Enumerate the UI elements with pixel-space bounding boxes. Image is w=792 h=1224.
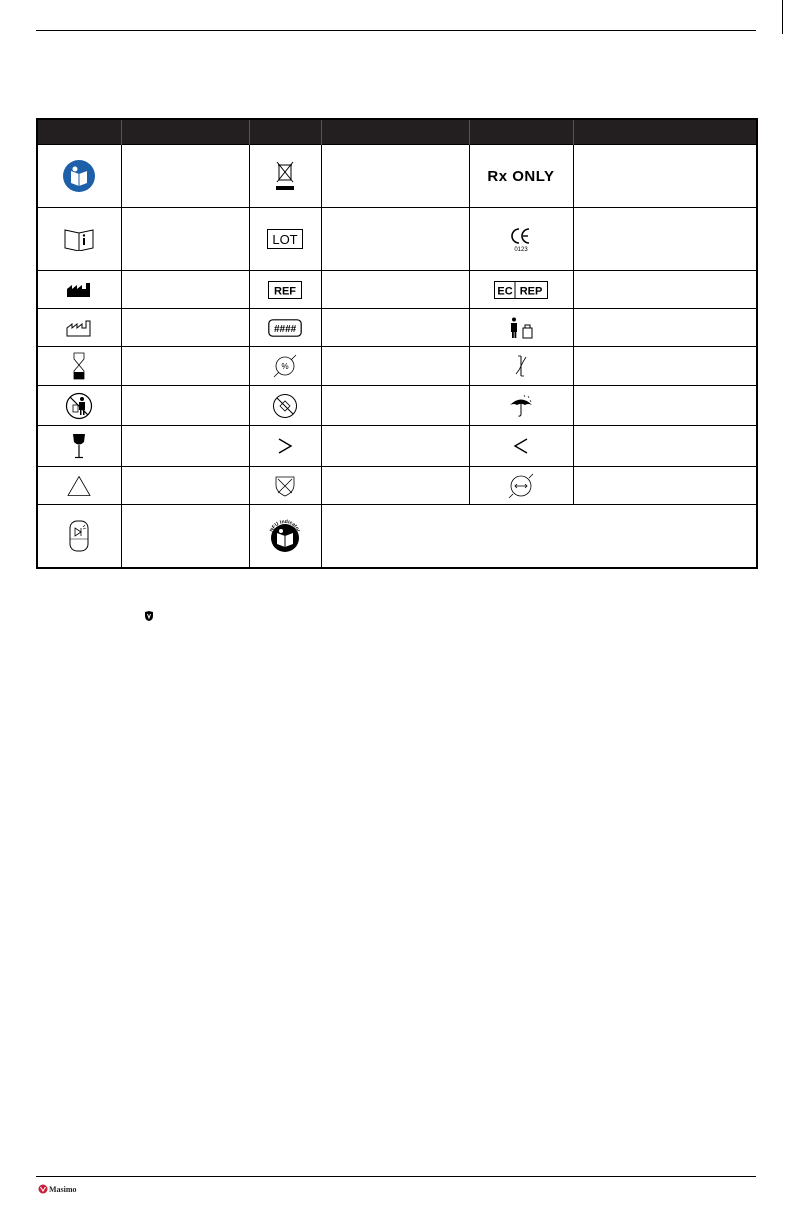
date-of-manufacture-icon [66, 319, 92, 337]
temperature-limitation-icon [514, 354, 528, 378]
description-cell [121, 505, 249, 568]
nfu-indicator-icon [265, 516, 305, 556]
table-row [37, 208, 757, 271]
table-row [37, 145, 757, 208]
ec-rep-icon [494, 281, 548, 299]
description-cell [121, 145, 249, 208]
description-cell [121, 347, 249, 386]
atmospheric-pressure-icon [507, 472, 535, 500]
symbol-cell [37, 347, 121, 386]
manufacturer-icon [66, 282, 92, 298]
use-by-hourglass-icon [72, 352, 86, 380]
symbol-cell [37, 309, 121, 347]
description-cell [321, 145, 469, 208]
lot-label: LOT [272, 232, 298, 248]
brand-logo [38, 1184, 77, 1194]
do-not-reuse-icon [65, 392, 93, 420]
description-cell [573, 467, 757, 505]
table-row [37, 426, 757, 467]
description-cell [573, 309, 757, 347]
symbol-cell [37, 208, 121, 271]
rep-label: REP [519, 285, 543, 298]
table-row [37, 386, 757, 426]
ce-mark-icon [507, 225, 535, 253]
table-header-row [37, 119, 757, 145]
symbol-cell [37, 145, 121, 208]
rx-only-icon: Rx ONLY [487, 167, 555, 185]
symbol-cell [249, 347, 321, 386]
fragile-icon [72, 433, 86, 459]
symbol-cell [469, 386, 573, 426]
caution-triangle-icon [67, 475, 91, 497]
symbol-cell [249, 309, 321, 347]
table-row [37, 271, 757, 309]
symbol-cell [249, 386, 321, 426]
description-cell [121, 271, 249, 309]
description-cell [121, 386, 249, 426]
symbols-table [36, 118, 758, 569]
header-cell-symbol-3 [469, 119, 573, 145]
not-made-with-latex-icon [273, 475, 297, 497]
table-row [37, 347, 757, 386]
description-cell [321, 309, 469, 347]
description-cell [573, 386, 757, 426]
symbol-cell [37, 467, 121, 505]
symbol-cell [37, 426, 121, 467]
description-cell [321, 426, 469, 467]
patient-weight-icon [508, 317, 534, 339]
symbol-cell [249, 208, 321, 271]
shield-glyph-icon [144, 610, 154, 622]
symbol-cell [469, 309, 573, 347]
symbol-cell [469, 208, 573, 271]
description-cell [573, 145, 757, 208]
description-cell [121, 426, 249, 467]
description-cell [321, 467, 469, 505]
brand-name: Masimo [49, 1184, 77, 1194]
description-cell [573, 347, 757, 386]
description-cell [573, 208, 757, 271]
model-number-icon [268, 319, 302, 337]
nfu-indicator-label: NFU Indicator [268, 519, 302, 534]
description-cell [121, 208, 249, 271]
header-cell-description-3 [573, 119, 757, 145]
header-cell-description-2 [321, 119, 469, 145]
consult-instructions-icon [63, 227, 95, 251]
symbol-cell [249, 426, 321, 467]
description-cell-wide [321, 505, 757, 568]
notified-body-number: 0123 [514, 247, 528, 254]
symbol-cell [469, 347, 573, 386]
symbol-cell [249, 271, 321, 309]
lot-icon [267, 229, 303, 249]
symbol-cell [469, 467, 573, 505]
symbol-cell [37, 505, 121, 568]
description-cell [321, 347, 469, 386]
sensor-led-icon [68, 519, 90, 553]
crop-mark [782, 0, 783, 34]
ref-label: REF [274, 285, 296, 298]
masimo-logo-icon [38, 1184, 48, 1194]
symbol-cell [469, 145, 573, 208]
header-cell-symbol-2 [249, 119, 321, 145]
symbol-cell [249, 145, 321, 208]
table-row [37, 505, 757, 568]
description-cell [573, 271, 757, 309]
follow-instructions-icon [62, 159, 96, 193]
table-row [37, 309, 757, 347]
symbol-cell [249, 505, 321, 568]
symbol-cell [37, 271, 121, 309]
not-sterile-icon [272, 393, 298, 419]
ec-label: EC [497, 285, 513, 298]
description-cell [321, 208, 469, 271]
humidity-label: % [281, 362, 289, 372]
model-number-label: #### [273, 323, 297, 335]
footer-rule [36, 1176, 756, 1177]
description-cell [121, 309, 249, 347]
header-rule [36, 30, 756, 31]
header-cell-description-1 [121, 119, 249, 145]
description-cell [321, 386, 469, 426]
less-than-icon [513, 437, 529, 455]
humidity-limitation-icon [272, 353, 298, 379]
description-cell [121, 467, 249, 505]
greater-than-icon [277, 437, 293, 455]
keep-dry-icon [508, 394, 534, 418]
description-cell [573, 426, 757, 467]
description-cell [321, 271, 469, 309]
header-cell-symbol-1 [37, 119, 121, 145]
ref-icon [268, 281, 302, 299]
symbol-cell [37, 386, 121, 426]
table-row [37, 467, 757, 505]
symbol-cell [469, 271, 573, 309]
weee-crossed-bin-icon [274, 160, 296, 192]
symbol-cell [469, 426, 573, 467]
symbol-cell [249, 467, 321, 505]
